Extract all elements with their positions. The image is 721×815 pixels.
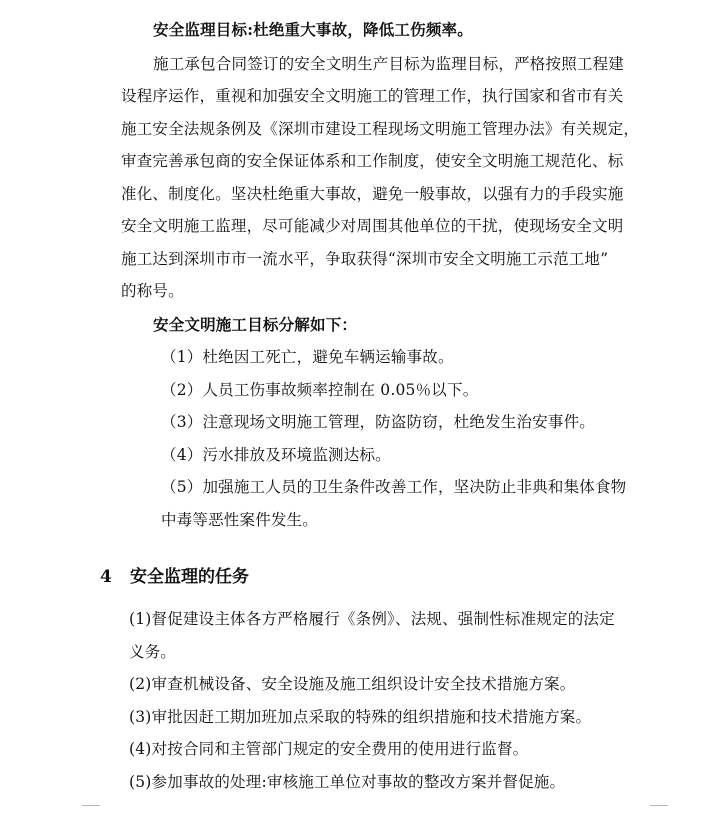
task-item: (5)参加事故的处理:审核施工单位对事故的整改方案并督促施。 bbox=[129, 773, 566, 791]
task-item: (1)督促建设主体各方严格履行《条例》、法规、强制性标准规定的法定 bbox=[129, 610, 615, 628]
goal-paragraph-line: 施工达到深圳市市一流水平，争取获得“深圳市安全文明施工示范工地” bbox=[121, 250, 609, 268]
task-item: (4)对按合同和主管部门规定的安全费用的使用进行监督。 bbox=[129, 740, 529, 758]
task-item: (3)审批因赶工期加班加点采取的特殊的组织措施和技术措施方案。 bbox=[129, 708, 592, 726]
task-item: (2)审查机械设备、安全设施及施工组织设计安全技术措施方案。 bbox=[129, 675, 576, 693]
page-corner-mark-left bbox=[82, 805, 100, 806]
goal-heading: 安全监理目标:杜绝重大事故，降低工伤频率。 bbox=[153, 20, 473, 39]
goal-paragraph-line: 审查完善承包商的安全保证体系和工作制度，使安全文明施工规范化、标 bbox=[121, 152, 624, 170]
task-item: 义务。 bbox=[129, 643, 177, 661]
page-corner-mark-right bbox=[650, 805, 668, 806]
section-title: 安全监理的任务 bbox=[130, 567, 249, 587]
goal-paragraph-line: 安全文明施工监理，尽可能减少对周围其他单位的干扰，使现场安全文明 bbox=[121, 217, 624, 235]
breakdown-item: （3）注意现场文明施工管理，防盗防窃，杜绝发生治安事件。 bbox=[161, 413, 595, 431]
goal-paragraph-line: 施工安全法规条例及《深圳市建设工程现场文明施工管理办法》有关规定， bbox=[121, 120, 640, 138]
breakdown-item: （4）污水排放及环境监测达标。 bbox=[161, 446, 391, 464]
breakdown-item: 中毒等恶性案件发生。 bbox=[161, 511, 319, 529]
section-heading bbox=[100, 566, 249, 588]
breakdown-item: （5）加强施工人员的卫生条件改善工作，坚决防止非典和集体食物 bbox=[161, 478, 627, 496]
goal-paragraph-line: 设程序运作，重视和加强安全文明施工的管理工作，执行国家和省市有关 bbox=[121, 87, 624, 105]
goal-paragraph-line: 的称号。 bbox=[121, 282, 184, 300]
breakdown-item: （1）杜绝因工死亡，避免车辆运输事故。 bbox=[161, 348, 454, 366]
goal-paragraph-line: 准化、制度化。坚决杜绝重大事故，避免一般事故，以强有力的手段实施 bbox=[121, 185, 624, 203]
breakdown-item: （2）人员工伤事故频率控制在 0.05％以下。 bbox=[161, 381, 479, 399]
section-number: 4 bbox=[100, 567, 112, 587]
breakdown-heading: 安全文明施工目标分解如下： bbox=[153, 315, 358, 334]
goal-paragraph-line: 施工承包合同签订的安全文明生产目标为监理目标，严格按照工程建 bbox=[153, 55, 625, 73]
